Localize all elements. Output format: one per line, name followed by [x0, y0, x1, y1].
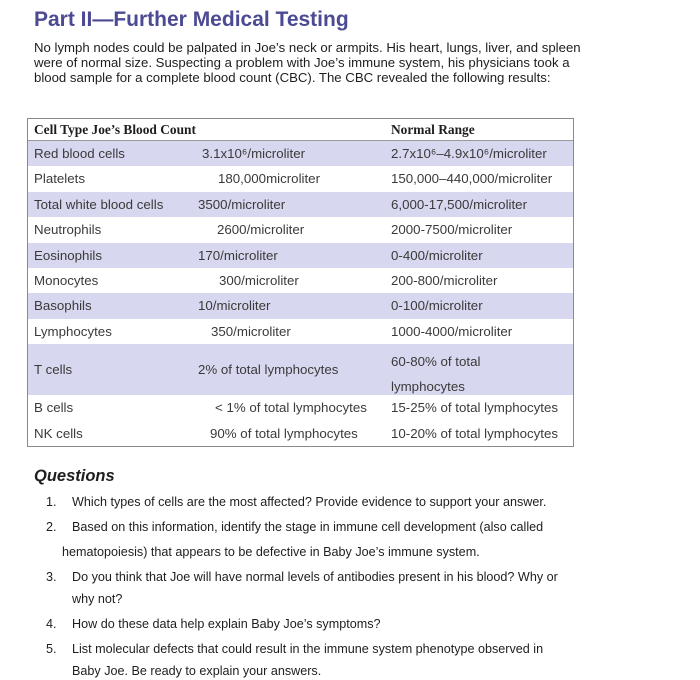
normal-range: 6,000-17,500/microliter: [391, 196, 527, 212]
cell-type: Platelets: [34, 171, 85, 187]
question-number: 2.: [46, 520, 57, 534]
blood-count: 3500/microliter: [198, 196, 286, 212]
cell-type: Total white blood cells: [34, 196, 164, 212]
normal-range: 200-800/microliter: [391, 272, 498, 288]
cell-type: NK cells: [34, 425, 83, 441]
table-row: [28, 293, 573, 318]
normal-range: 2000-7500/microliter: [391, 222, 513, 238]
question-text: Do you think that Joe will have normal levels of antibodies present in his blood? Why or: [72, 570, 558, 584]
question-text: hematopoiesis) that appears to be defective in Baby Joe’s immune system.: [62, 545, 480, 559]
questions-heading: Questions: [34, 467, 115, 485]
normal-range: 150,000–440,000/microliter: [391, 171, 553, 187]
normal-range: 2.7x10⁶–4.9x10⁶/microliter: [391, 146, 547, 161]
question-number: 1.: [46, 495, 57, 509]
blood-count: 90% of total lymphocytes: [210, 425, 358, 441]
question-text: How do these data help explain Baby Joe’s symptoms?: [72, 617, 381, 631]
table-row: [28, 421, 573, 446]
blood-count: 300/microliter: [219, 272, 299, 288]
header-normal-range: Normal Range: [391, 122, 475, 137]
table-row: [28, 344, 573, 395]
blood-count: 10/microliter: [198, 298, 271, 314]
header-cell-type-count: Cell Type Joe’s Blood Count: [34, 122, 196, 137]
intro-paragraph: [34, 40, 634, 86]
cell-type: Lymphocytes: [34, 323, 112, 339]
table-row: [28, 192, 573, 217]
normal-range: 0-100/microliter: [391, 298, 483, 314]
table-row: [28, 217, 573, 242]
cell-type: B cells: [34, 400, 74, 416]
cell-type: Neutrophils: [34, 222, 102, 238]
intro-line: No lymph nodes could be palpated in Joe’s neck or armpits. His heart, lungs, liver, and spleen: [34, 40, 581, 55]
table-row: [28, 268, 573, 293]
blood-count: 170/microliter: [198, 247, 278, 263]
question-number: 3.: [46, 570, 57, 584]
table-row: [28, 319, 573, 344]
page-title: Part II—Further Medical Testing: [34, 8, 349, 31]
cell-type: Red blood cells: [34, 146, 125, 161]
question-text: Baby Joe. Be ready to explain your answers.: [72, 664, 322, 678]
normal-range: 1000-4000/microliter: [391, 323, 513, 339]
normal-range: 60-80% of total lymphocytes: [391, 354, 481, 395]
blood-count: < 1% of total lymphocytes: [215, 400, 367, 416]
question-number: 4.: [46, 617, 57, 631]
normal-range: 0-400/microliter: [391, 247, 483, 263]
question-text: Which types of cells are the most affected? Provide evidence to support your answer.: [72, 495, 547, 509]
blood-count: 350/microliter: [211, 323, 291, 339]
normal-range: 15-25% of total lymphocytes: [391, 400, 559, 416]
table-header-row: [28, 119, 573, 141]
blood-count: 2% of total lymphocytes: [198, 362, 339, 378]
question-text: List molecular defects that could result in the immune system phenotype observed in: [72, 642, 544, 656]
blood-count: 2600/microliter: [217, 222, 305, 238]
table-row: [28, 395, 573, 420]
blood-count: 3.1x10⁶/microliter: [202, 146, 306, 161]
intro-line: were of normal size. Suspecting a problem with Joe’s immune system, his physicians took a: [34, 55, 570, 71]
cell-type: Eosinophils: [34, 247, 103, 263]
cell-type: Basophils: [34, 298, 92, 314]
table-row: [28, 166, 573, 191]
cell-type: T cells: [34, 362, 73, 378]
question-text: Based on this information, identify the stage in immune cell development (also called: [72, 520, 544, 534]
normal-range: 10-20% of total lymphocytes: [391, 425, 559, 441]
blood-count: 180,000microliter: [218, 171, 320, 187]
intro-line: blood sample for a complete blood count (CBC). The CBC revealed the following results:: [34, 70, 551, 86]
question-text: why not?: [72, 592, 123, 606]
table-row: [28, 243, 573, 268]
question-number: 5.: [46, 642, 57, 656]
cell-type: Monocytes: [34, 272, 99, 288]
cbc-results-table: [27, 118, 574, 447]
table-row: [28, 141, 573, 166]
